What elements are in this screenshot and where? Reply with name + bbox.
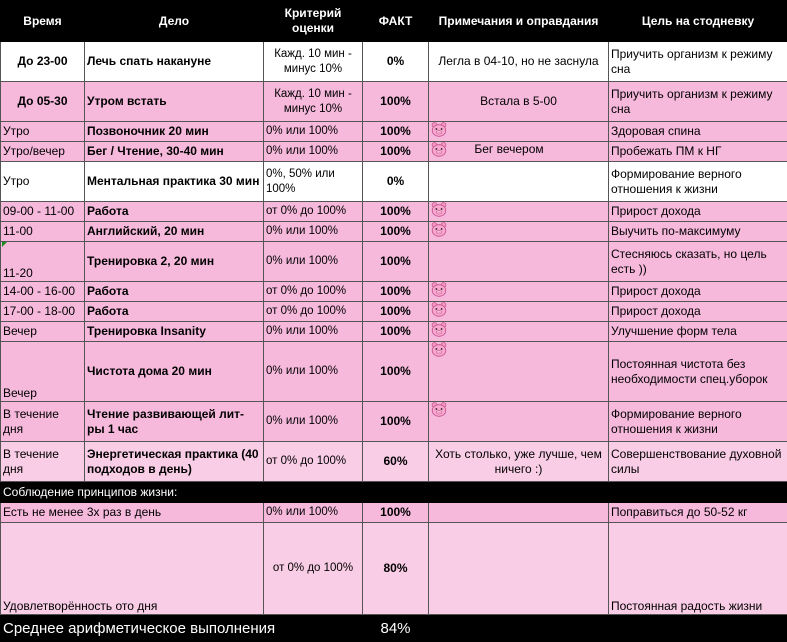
note-cell[interactable] <box>429 282 609 302</box>
time-cell[interactable]: Вечер <box>1 342 85 402</box>
principle-label[interactable]: Есть не менее 3х раз в день <box>1 503 264 523</box>
summary-row <box>1 615 787 642</box>
table-row <box>1 42 787 82</box>
time-cell[interactable]: В течение дня <box>1 442 85 482</box>
criteria-cell[interactable]: 0% или 100% <box>264 222 363 242</box>
fact-cell[interactable]: 100% <box>363 503 429 523</box>
time-cell[interactable]: Утро <box>1 162 85 202</box>
task-cell[interactable]: Тренировка Insanity <box>85 322 264 342</box>
table-row <box>1 122 787 142</box>
criteria-cell[interactable]: 0% или 100% <box>264 122 363 142</box>
goal-cell[interactable]: Выучить по-максимуму <box>609 222 787 242</box>
criteria-cell[interactable]: от 0% до 100% <box>264 302 363 322</box>
header-time[interactable]: Время <box>1 1 85 42</box>
fact-cell[interactable]: 100% <box>363 242 429 282</box>
task-cell[interactable]: Лечь спать накануне <box>85 42 264 82</box>
goal-cell[interactable]: Стесняюсь сказать, но цель есть )) <box>609 242 787 282</box>
pig-face-icon <box>431 142 447 157</box>
task-cell[interactable]: Энергетическая практика (40 подходов в день) <box>85 442 264 482</box>
task-cell[interactable]: Работа <box>85 202 264 222</box>
principles-section-row <box>1 482 787 503</box>
fact-cell[interactable]: 100% <box>363 222 429 242</box>
note-cell[interactable] <box>429 322 609 342</box>
note-cell[interactable] <box>429 202 609 222</box>
task-cell[interactable]: Ментальная практика 30 мин <box>85 162 264 202</box>
criteria-cell[interactable]: 0% или 100% <box>264 402 363 442</box>
principle-row <box>1 523 787 615</box>
header-criteria[interactable]: Критерий оценки <box>264 1 363 42</box>
time-cell[interactable]: Вечер <box>1 322 85 342</box>
goal-cell[interactable]: Формирование верного отношения к жизни <box>609 162 787 202</box>
fact-cell[interactable]: 0% <box>363 162 429 202</box>
goal-cell[interactable]: Пробежать ПМ к НГ <box>609 142 787 162</box>
table-row <box>1 342 787 402</box>
note-cell[interactable] <box>429 42 609 82</box>
criteria-cell[interactable]: от 0% до 100% <box>264 523 363 615</box>
fact-cell[interactable]: 100% <box>363 402 429 442</box>
header-row <box>1 1 787 42</box>
pig-face-icon <box>431 322 447 337</box>
comment-indicator-icon <box>2 242 7 247</box>
goal-cell[interactable]: Улучшение форм тела <box>609 322 787 342</box>
time-cell[interactable]: 14-00 - 16-00 <box>1 282 85 302</box>
fact-cell[interactable]: 100% <box>363 82 429 122</box>
time-cell[interactable]: 11-20 <box>1 242 85 282</box>
task-cell[interactable]: Тренировка 2, 20 мин <box>85 242 264 282</box>
summary-value[interactable]: 84% <box>363 615 429 642</box>
pig-face-icon <box>431 342 447 357</box>
criteria-cell[interactable]: 0%, 50% или 100% <box>264 162 363 202</box>
header-fact[interactable]: ФАКТ <box>363 1 429 42</box>
header-notes[interactable]: Примечания и оправдания <box>429 1 609 42</box>
note-cell[interactable] <box>429 342 609 402</box>
criteria-cell[interactable]: 0% или 100% <box>264 503 363 523</box>
note-text: Бег вечером <box>474 142 543 156</box>
task-cell[interactable]: Утром встать <box>85 82 264 122</box>
goal-cell[interactable]: Прирост дохода <box>609 202 787 222</box>
goal-cell[interactable]: Постоянная радость жизни <box>609 523 787 615</box>
note-cell[interactable] <box>429 142 609 162</box>
task-cell[interactable]: Работа <box>85 282 264 302</box>
task-cell[interactable]: Работа <box>85 302 264 322</box>
fact-cell[interactable]: 0% <box>363 42 429 82</box>
note-text: Встала в 5-00 <box>480 94 557 108</box>
table-row <box>1 282 787 302</box>
principles-title[interactable]: Соблюдение принципов жизни: <box>1 482 787 503</box>
fact-cell[interactable]: 100% <box>363 342 429 402</box>
time-cell[interactable]: В течение дня <box>1 402 85 442</box>
time-cell[interactable]: Утро <box>1 122 85 142</box>
fact-cell[interactable]: 100% <box>363 122 429 142</box>
task-cell[interactable]: Чтение развивающей лит-ры 1 час <box>85 402 264 442</box>
table-row <box>1 402 787 442</box>
time-cell[interactable]: 17-00 - 18-00 <box>1 302 85 322</box>
pig-face-icon <box>431 222 447 237</box>
goal-cell[interactable]: Совершенствование духовной силы <box>609 442 787 482</box>
note-text: Хоть столько, уже лучше, чем ничего :) <box>435 447 602 476</box>
task-cell[interactable]: Позвоночник 20 мин <box>85 122 264 142</box>
criteria-cell[interactable]: 0% или 100% <box>264 322 363 342</box>
criteria-cell[interactable]: от 0% до 100% <box>264 282 363 302</box>
pig-face-icon <box>431 302 447 317</box>
table-row <box>1 142 787 162</box>
criteria-cell[interactable]: от 0% до 100% <box>264 202 363 222</box>
summary-empty <box>429 615 787 642</box>
table-row <box>1 322 787 342</box>
time-cell[interactable]: 09-00 - 11-00 <box>1 202 85 222</box>
fact-cell[interactable]: 80% <box>363 523 429 615</box>
pig-face-icon <box>431 202 447 217</box>
table-row <box>1 442 787 482</box>
note-cell[interactable] <box>429 122 609 142</box>
pig-face-icon <box>431 282 447 297</box>
table-row <box>1 222 787 242</box>
time-cell[interactable]: До 23-00 <box>1 42 85 82</box>
note-cell[interactable] <box>429 442 609 482</box>
fact-cell[interactable]: 100% <box>363 302 429 322</box>
time-cell[interactable]: 11-00 <box>1 222 85 242</box>
goal-cell[interactable]: Формирование верного отношения к жизни <box>609 402 787 442</box>
table-row <box>1 82 787 122</box>
table-row <box>1 302 787 322</box>
criteria-cell[interactable]: от 0% до 100% <box>264 442 363 482</box>
time-cell[interactable]: До 05-30 <box>1 82 85 122</box>
header-task[interactable]: Дело <box>85 1 264 42</box>
fact-cell[interactable]: 100% <box>363 202 429 222</box>
criteria-cell[interactable]: Кажд. 10 мин - минус 10% <box>264 42 363 82</box>
fact-cell[interactable]: 60% <box>363 442 429 482</box>
table-row <box>1 162 787 202</box>
pig-face-icon <box>431 122 447 137</box>
criteria-cell[interactable]: 0% или 100% <box>264 242 363 282</box>
note-cell[interactable] <box>429 503 609 523</box>
summary-label[interactable]: Среднее арифметическое выполнения <box>1 615 363 642</box>
task-cell[interactable]: Английский, 20 мин <box>85 222 264 242</box>
goal-cell[interactable]: Здоровая спина <box>609 122 787 142</box>
note-cell[interactable] <box>429 302 609 322</box>
note-text: Легла в 04-10, но не заснула <box>438 54 598 68</box>
note-cell[interactable] <box>429 162 609 202</box>
criteria-cell[interactable]: 0% или 100% <box>264 142 363 162</box>
goal-cell[interactable]: Прирост дохода <box>609 302 787 322</box>
note-cell[interactable] <box>429 82 609 122</box>
criteria-cell[interactable]: Кажд. 10 мин - минус 10% <box>264 82 363 122</box>
table-row <box>1 202 787 222</box>
criteria-cell[interactable]: 0% или 100% <box>264 342 363 402</box>
header-goal[interactable]: Цель на стодневку <box>609 1 787 42</box>
goal-cell[interactable]: Постоянная чистота без необходимости спец.уборок <box>609 342 787 402</box>
principle-row <box>1 503 787 523</box>
pig-face-icon <box>431 402 447 417</box>
note-cell[interactable] <box>429 523 609 615</box>
principle-label[interactable]: Удовлетворённость ото дня <box>1 523 264 615</box>
note-cell[interactable] <box>429 222 609 242</box>
table-row <box>1 242 787 282</box>
fact-cell[interactable]: 100% <box>363 142 429 162</box>
fact-cell[interactable]: 100% <box>363 282 429 302</box>
goal-cell[interactable]: Приучить организм к режиму сна <box>609 42 787 82</box>
note-cell[interactable] <box>429 402 609 442</box>
time-cell[interactable]: Утро/вечер <box>1 142 85 162</box>
fact-cell[interactable]: 100% <box>363 322 429 342</box>
goal-cell[interactable]: Приучить организм к режиму сна <box>609 82 787 122</box>
goal-cell[interactable]: Прирост дохода <box>609 282 787 302</box>
note-cell[interactable] <box>429 242 609 282</box>
task-cell[interactable]: Чистота дома 20 мин <box>85 342 264 402</box>
goal-cell[interactable]: Поправиться до 50-52 кг <box>609 503 787 523</box>
task-cell[interactable]: Бег / Чтение, 30-40 мин <box>85 142 264 162</box>
